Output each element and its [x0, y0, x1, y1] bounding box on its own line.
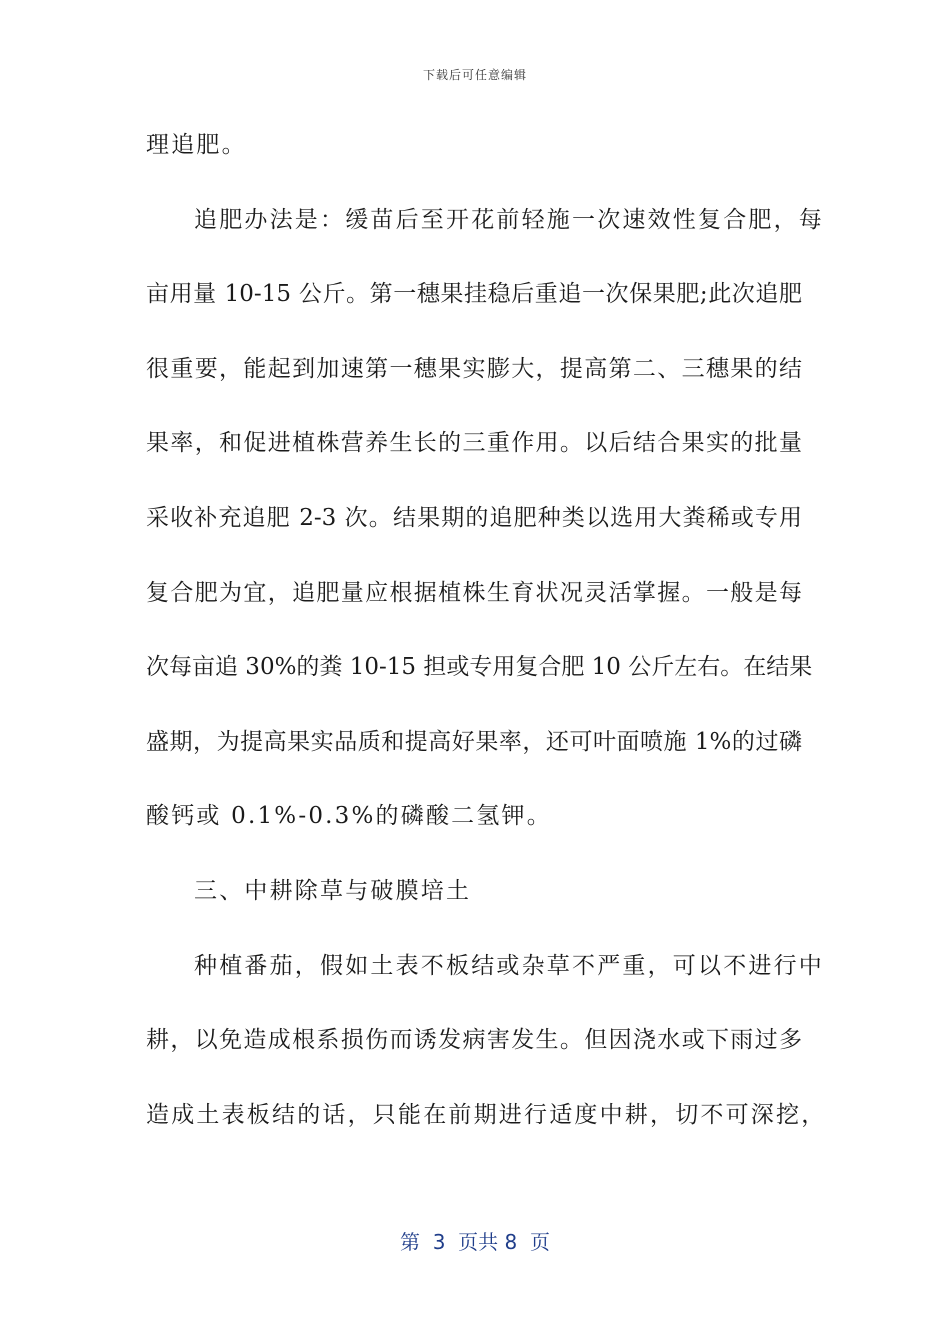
page-number-footer: 第 3 页共 8 页 — [400, 1230, 550, 1254]
text-line: 亩用量 10-15 公斤。第一穗果挂稳后重追一次保果肥;此次追肥 — [146, 281, 802, 308]
text-line: 理追肥。 — [146, 132, 247, 158]
text-line: 酸钙或 0.1%-0.3%的磷酸二氢钾。 — [146, 803, 552, 830]
text-line: 耕，以免造成根系损伤而诱发病害发生。但因浇水或下雨过多 — [146, 1027, 802, 1054]
text-line: 复合肥为宜，追肥量应根据植株生育状况灵活掌握。一般是每 — [146, 579, 802, 606]
text-line: 采收补充追肥 2-3 次。结果期的追肥种类以选用大粪稀或专用 — [146, 504, 802, 531]
document-body — [146, 127, 827, 1171]
paragraph-start-line: 种植番茄，假如土表不板结或杂草不严重，可以不进行中 — [194, 952, 824, 979]
text-line: 造成土表板结的话，只能在前期进行适度中耕，切不可深挖， — [146, 1101, 827, 1128]
text-line: 盛期，为提高果实品质和提高好果率，还可叶面喷施 1%的过磷 — [146, 728, 802, 755]
text-line: 果率，和促进植株营养生长的三重作用。以后结合果实的批量 — [146, 430, 802, 457]
paragraph-start-line: 追肥办法是：缓苗后至开花前轻施一次速效性复合肥，每 — [194, 206, 824, 233]
section-heading: 三、中耕除草与破膜培土 — [194, 877, 472, 904]
header-note: 下载后可任意编辑 — [422, 68, 527, 82]
text-line: 很重要，能起到加速第一穗果实膨大，提高第二、三穗果的结 — [146, 355, 802, 382]
text-line: 次每亩追 30%的粪 10-15 担或专用复合肥 10 公斤左右。在结果 — [146, 654, 813, 681]
